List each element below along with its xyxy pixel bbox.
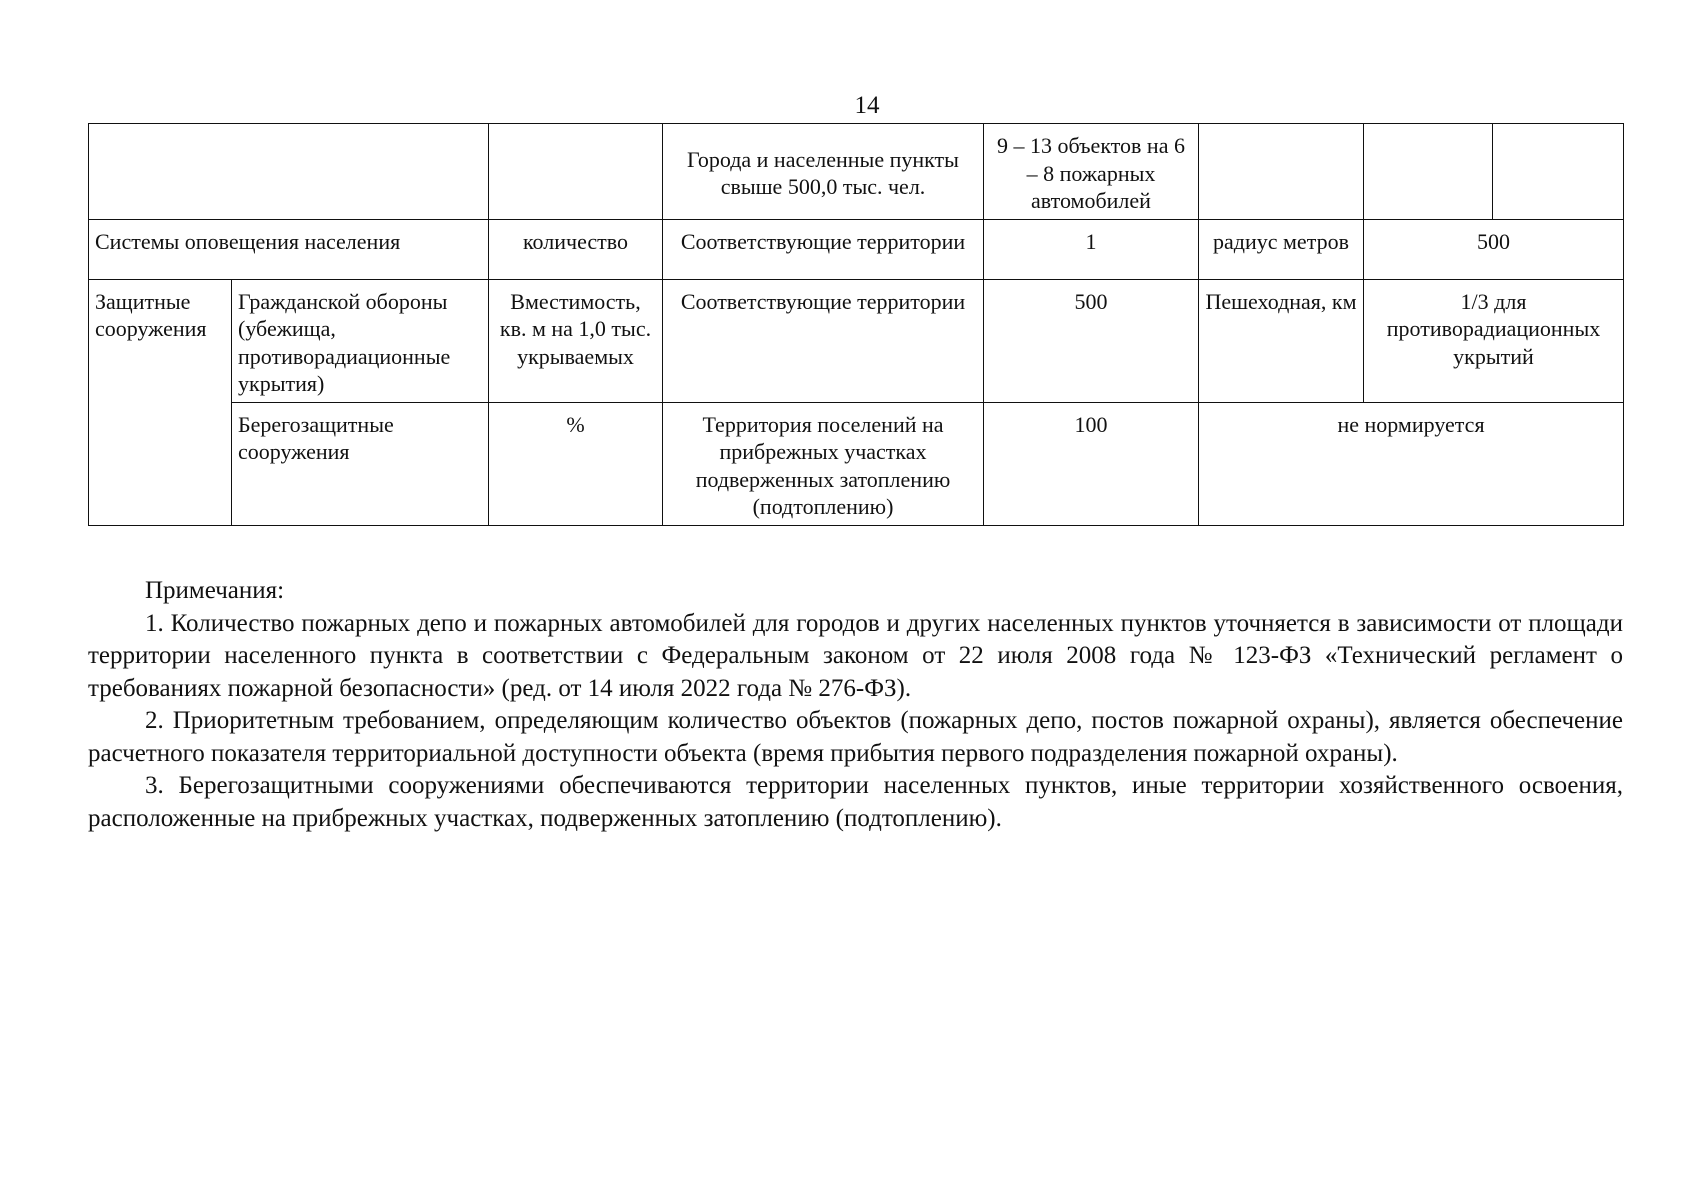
note-item: 1. Количество пожарных депо и пожарных автомобилей для городов и других населенных пунктов уточняется в зависимости от площади территории населенного пункта в соответствии с Федеральным законом от 22 июля 2008 года № 123-ФЗ «Технический регламент о требованиях пожарной безопасности» (ред. от 14 июля 2022 года № 276-ФЗ). [88, 609, 1623, 702]
table-cell-territory: Территория поселений на прибрежных участках подверженных затоплению (подтоплению) [663, 402, 984, 525]
table-row [89, 124, 1624, 220]
table-cell-access-type: радиус метров [1199, 219, 1364, 279]
table-cell-unit: Вместимость, кв. м на 1,0 тыс. укрываемых [489, 279, 663, 402]
table-cell-empty [1493, 124, 1624, 220]
table-cell-group: Защитные сооружения [89, 279, 232, 525]
table-cell-empty [1364, 124, 1493, 220]
table-cell-empty [1199, 124, 1364, 220]
table-cell-territory: Соответствующие территории [663, 219, 984, 279]
table-cell-object: Системы оповещения населения [89, 219, 489, 279]
table-cell-value: 9 – 13 объектов на 6 – 8 пожарных автомобилей [984, 124, 1199, 220]
norms-table [88, 123, 1624, 526]
table-cell-object: Гражданской обороны (убежища, противорадиационные укрытия) [232, 279, 489, 402]
table-cell-access-value: 1/3 для противорадиационных укрытий [1364, 279, 1624, 402]
table-cell-value: 100 [984, 402, 1199, 525]
note-item: 2. Приоритетным требованием, определяющим количество объектов (пожарных депо, постов пожарной охраны), является обеспечение расчетного показателя территориальной доступности объекта (время прибытия первого подразделения пожарной охраны). [88, 707, 1623, 767]
table-cell-territory: Соответствующие территории [663, 279, 984, 402]
table-cell-territory: Города и населенные пункты свыше 500,0 тыс. чел. [663, 124, 984, 220]
table-cell-unit: % [489, 402, 663, 525]
table-cell-access-value: 500 [1364, 219, 1624, 279]
table-cell-value: 1 [984, 219, 1199, 279]
table-row [89, 219, 1624, 279]
table-cell-empty [89, 124, 489, 220]
table-row [89, 402, 1624, 525]
notes-section [88, 575, 1623, 835]
table-cell-access-type: Пешеходная, км [1199, 279, 1364, 402]
table-cell-object: Берегозащитные сооружения [232, 402, 489, 525]
table-cell-value: 500 [984, 279, 1199, 402]
table-cell-access-value: не нормируется [1199, 402, 1624, 525]
table-row [89, 279, 1624, 402]
page-number: 14 [854, 92, 880, 119]
table-cell-empty [489, 124, 663, 220]
notes-heading: Примечания: [145, 577, 285, 604]
table-cell-unit: количество [489, 219, 663, 279]
note-item: 3. Берегозащитными сооружениями обеспечиваются территории населенных пунктов, иные территории хозяйственного освоения, расположенные на прибрежных участках, подверженных затоплению (подтоплению). [88, 772, 1623, 832]
